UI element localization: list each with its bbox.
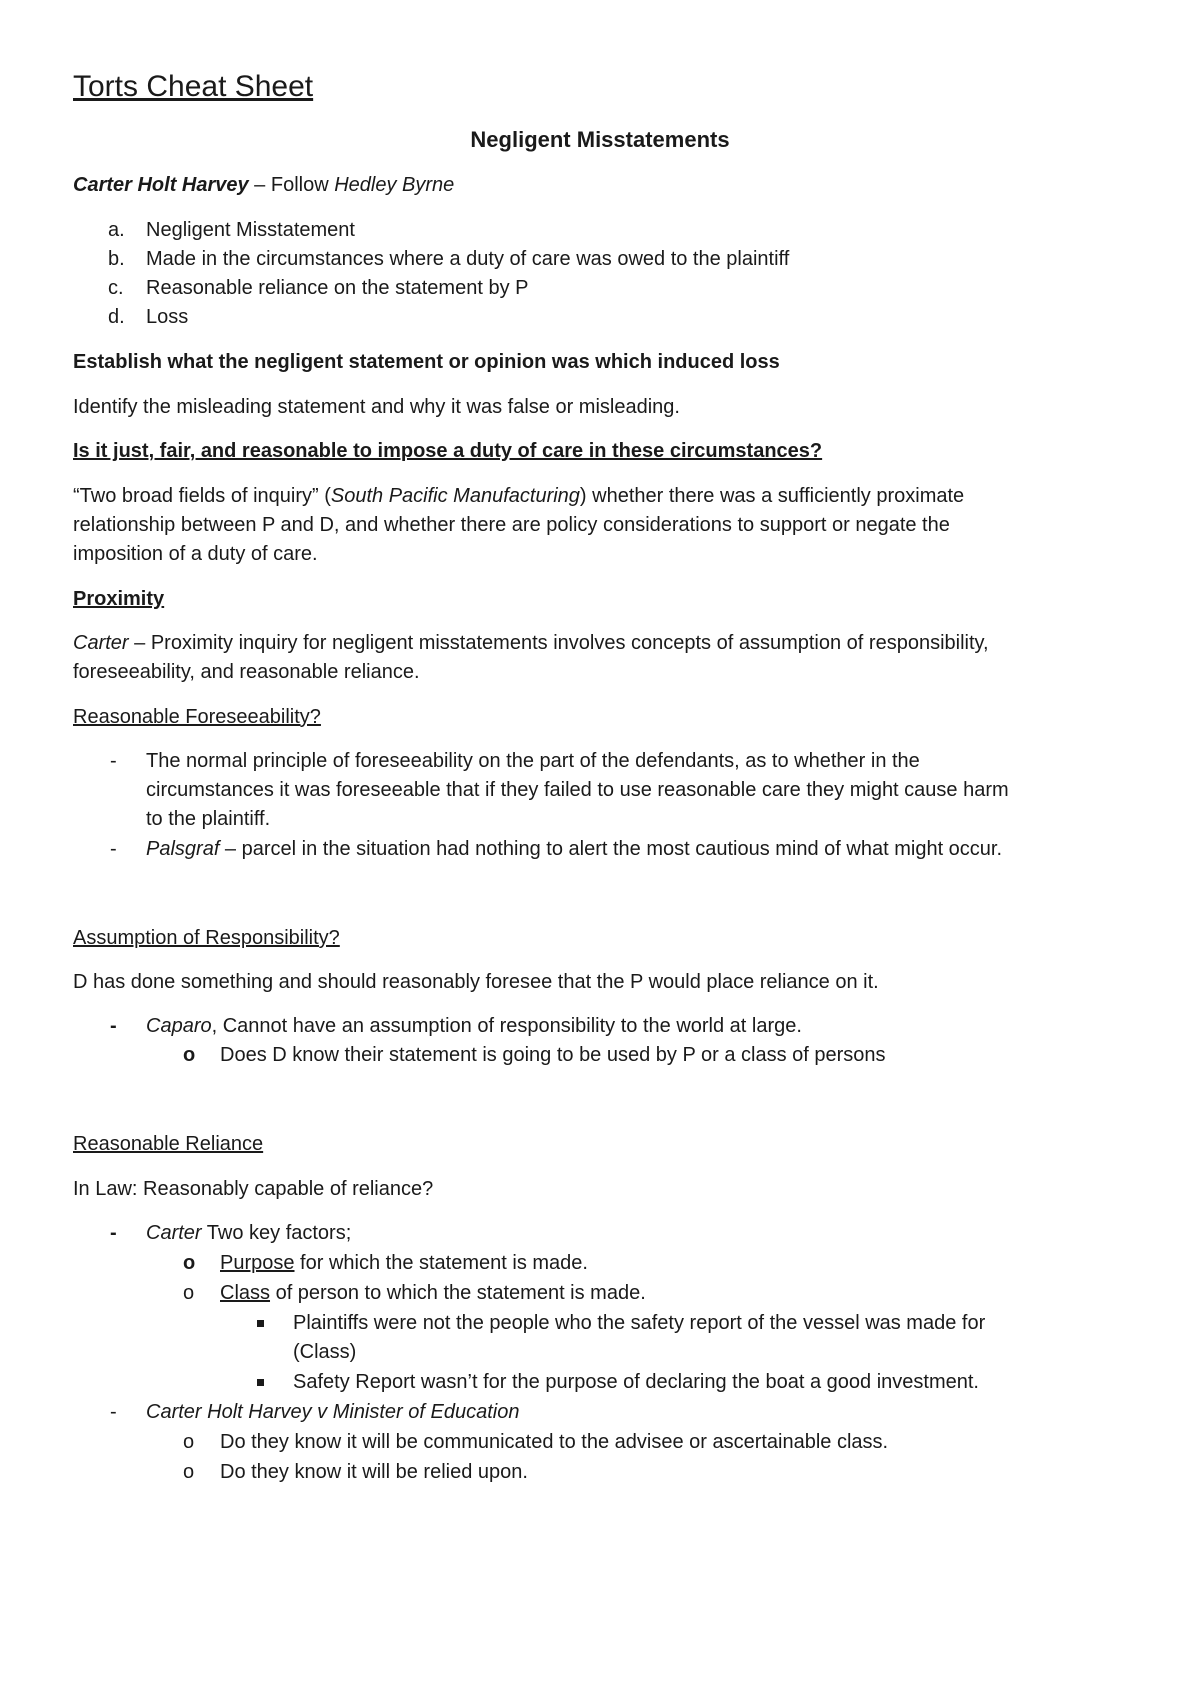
case-name: Carter — [146, 1222, 202, 1244]
bullet-text — [146, 833, 1002, 865]
heading-reliance: Reasonable Reliance — [73, 1133, 264, 1155]
bullet-square — [257, 1307, 264, 1339]
bullet-text: to the plaintiff. — [146, 808, 271, 830]
text-fragment: – Proximity inquiry for negligent misstatements involves concepts of assumption of responsibility, — [128, 632, 989, 654]
list-marker: d. — [108, 306, 125, 328]
bullet-square — [257, 1366, 264, 1398]
list-item: Made in the circumstances where a duty of care was owed to the plaintiff — [146, 248, 790, 270]
bullet-text: Plaintiffs were not the people who the safety report of the vessel was made for — [293, 1312, 986, 1334]
text-fragment: “Two broad fields of inquiry” ( — [73, 485, 331, 507]
list-marker: b. — [108, 248, 125, 270]
text-fragment: ) whether there was a sufficiently proximate — [579, 485, 965, 507]
proximity-line-1 — [73, 627, 989, 659]
case-name: Carter — [73, 632, 129, 654]
bullet-text: Do they know it will be relied upon. — [220, 1461, 528, 1483]
keyword: Class — [220, 1282, 271, 1304]
heading-assumption: Assumption of Responsibility? — [73, 927, 340, 949]
heading-foreseeability: Reasonable Foreseeability? — [73, 706, 321, 728]
text-fragment: Two key factors; — [201, 1222, 352, 1244]
bullet-circle: o — [183, 1282, 195, 1304]
text-fragment: – Follow — [248, 174, 335, 196]
bullet-circle: o — [183, 1431, 195, 1453]
inquiry-line-1 — [73, 480, 964, 512]
bullet-dash: - — [110, 750, 117, 772]
page-title: Torts Cheat Sheet — [73, 70, 314, 103]
case-name: Palsgraf — [146, 838, 220, 860]
bullet-text: (Class) — [293, 1341, 357, 1363]
list-item: Loss — [146, 306, 189, 328]
bullet-text: Does D know their statement is going to be used by P or a class of persons — [220, 1044, 886, 1066]
inquiry-line-3: imposition of a duty of care. — [73, 543, 318, 565]
paragraph-assumption: D has done something and should reasonably foresee that the P would place reliance on it. — [73, 971, 879, 993]
keyword: Purpose — [220, 1252, 295, 1274]
text-fragment: of person to which the statement is made. — [270, 1282, 646, 1304]
text-fragment: for which the statement is made. — [294, 1252, 588, 1274]
bullet-text — [220, 1277, 646, 1309]
bullet-circle: o — [183, 1044, 196, 1066]
paragraph-identify: Identify the misleading statement and why it was false or misleading. — [73, 396, 680, 418]
heading-establish: Establish what the negligent statement or opinion was which induced loss — [73, 351, 780, 373]
bullet-text: Do they know it will be communicated to the advisee or ascertainable class. — [220, 1431, 889, 1453]
list-marker: c. — [108, 277, 124, 299]
paragraph-in-law: In Law: Reasonably capable of reliance? — [73, 1178, 434, 1200]
bullet-text — [146, 1217, 351, 1249]
section-heading: Negligent Misstatements — [470, 127, 730, 152]
bullet-text: circumstances it was foreseeable that if they failed to use reasonable care they might cause harm — [146, 779, 1009, 801]
case-name: Caparo — [146, 1015, 212, 1037]
heading-proximity: Proximity — [73, 588, 165, 610]
proximity-line-2: foreseeability, and reasonable reliance. — [73, 661, 420, 683]
list-item: Reasonable reliance on the statement by P — [146, 277, 529, 299]
bullet-text — [220, 1247, 588, 1279]
case-name: Hedley Byrne — [334, 174, 455, 196]
text-fragment: – parcel in the situation had nothing to alert the most cautious mind of what might occur. — [219, 838, 1003, 860]
case-name: Carter Holt Harvey v Minister of Education — [146, 1401, 520, 1423]
text-fragment: , Cannot have an assumption of responsibility to the world at large. — [211, 1015, 802, 1037]
bullet-dash: - — [110, 1401, 117, 1423]
bullet-dash: - — [110, 1222, 117, 1244]
bullet-text — [146, 1010, 802, 1042]
bullet-dash: - — [110, 838, 117, 860]
case-name: South Pacific Manufacturing — [330, 485, 580, 507]
bullet-circle: o — [183, 1461, 195, 1483]
heading-just-fair-reasonable: Is it just, fair, and reasonable to impose a duty of care in these circumstances? — [73, 440, 823, 462]
bullet-dash: - — [110, 1015, 117, 1037]
list-item: Negligent Misstatement — [146, 219, 355, 241]
carter-line — [73, 169, 454, 201]
list-marker: a. — [108, 219, 125, 241]
inquiry-line-2: relationship between P and D, and whether there are policy considerations to support or negate the — [73, 514, 950, 536]
bullet-text: The normal principle of foreseeability on the part of the defendants, as to whether in the — [146, 750, 920, 772]
case-name: Carter Holt Harvey — [73, 174, 249, 196]
bullet-circle: o — [183, 1252, 196, 1274]
bullet-text: Safety Report wasn’t for the purpose of declaring the boat a good investment. — [293, 1371, 979, 1393]
